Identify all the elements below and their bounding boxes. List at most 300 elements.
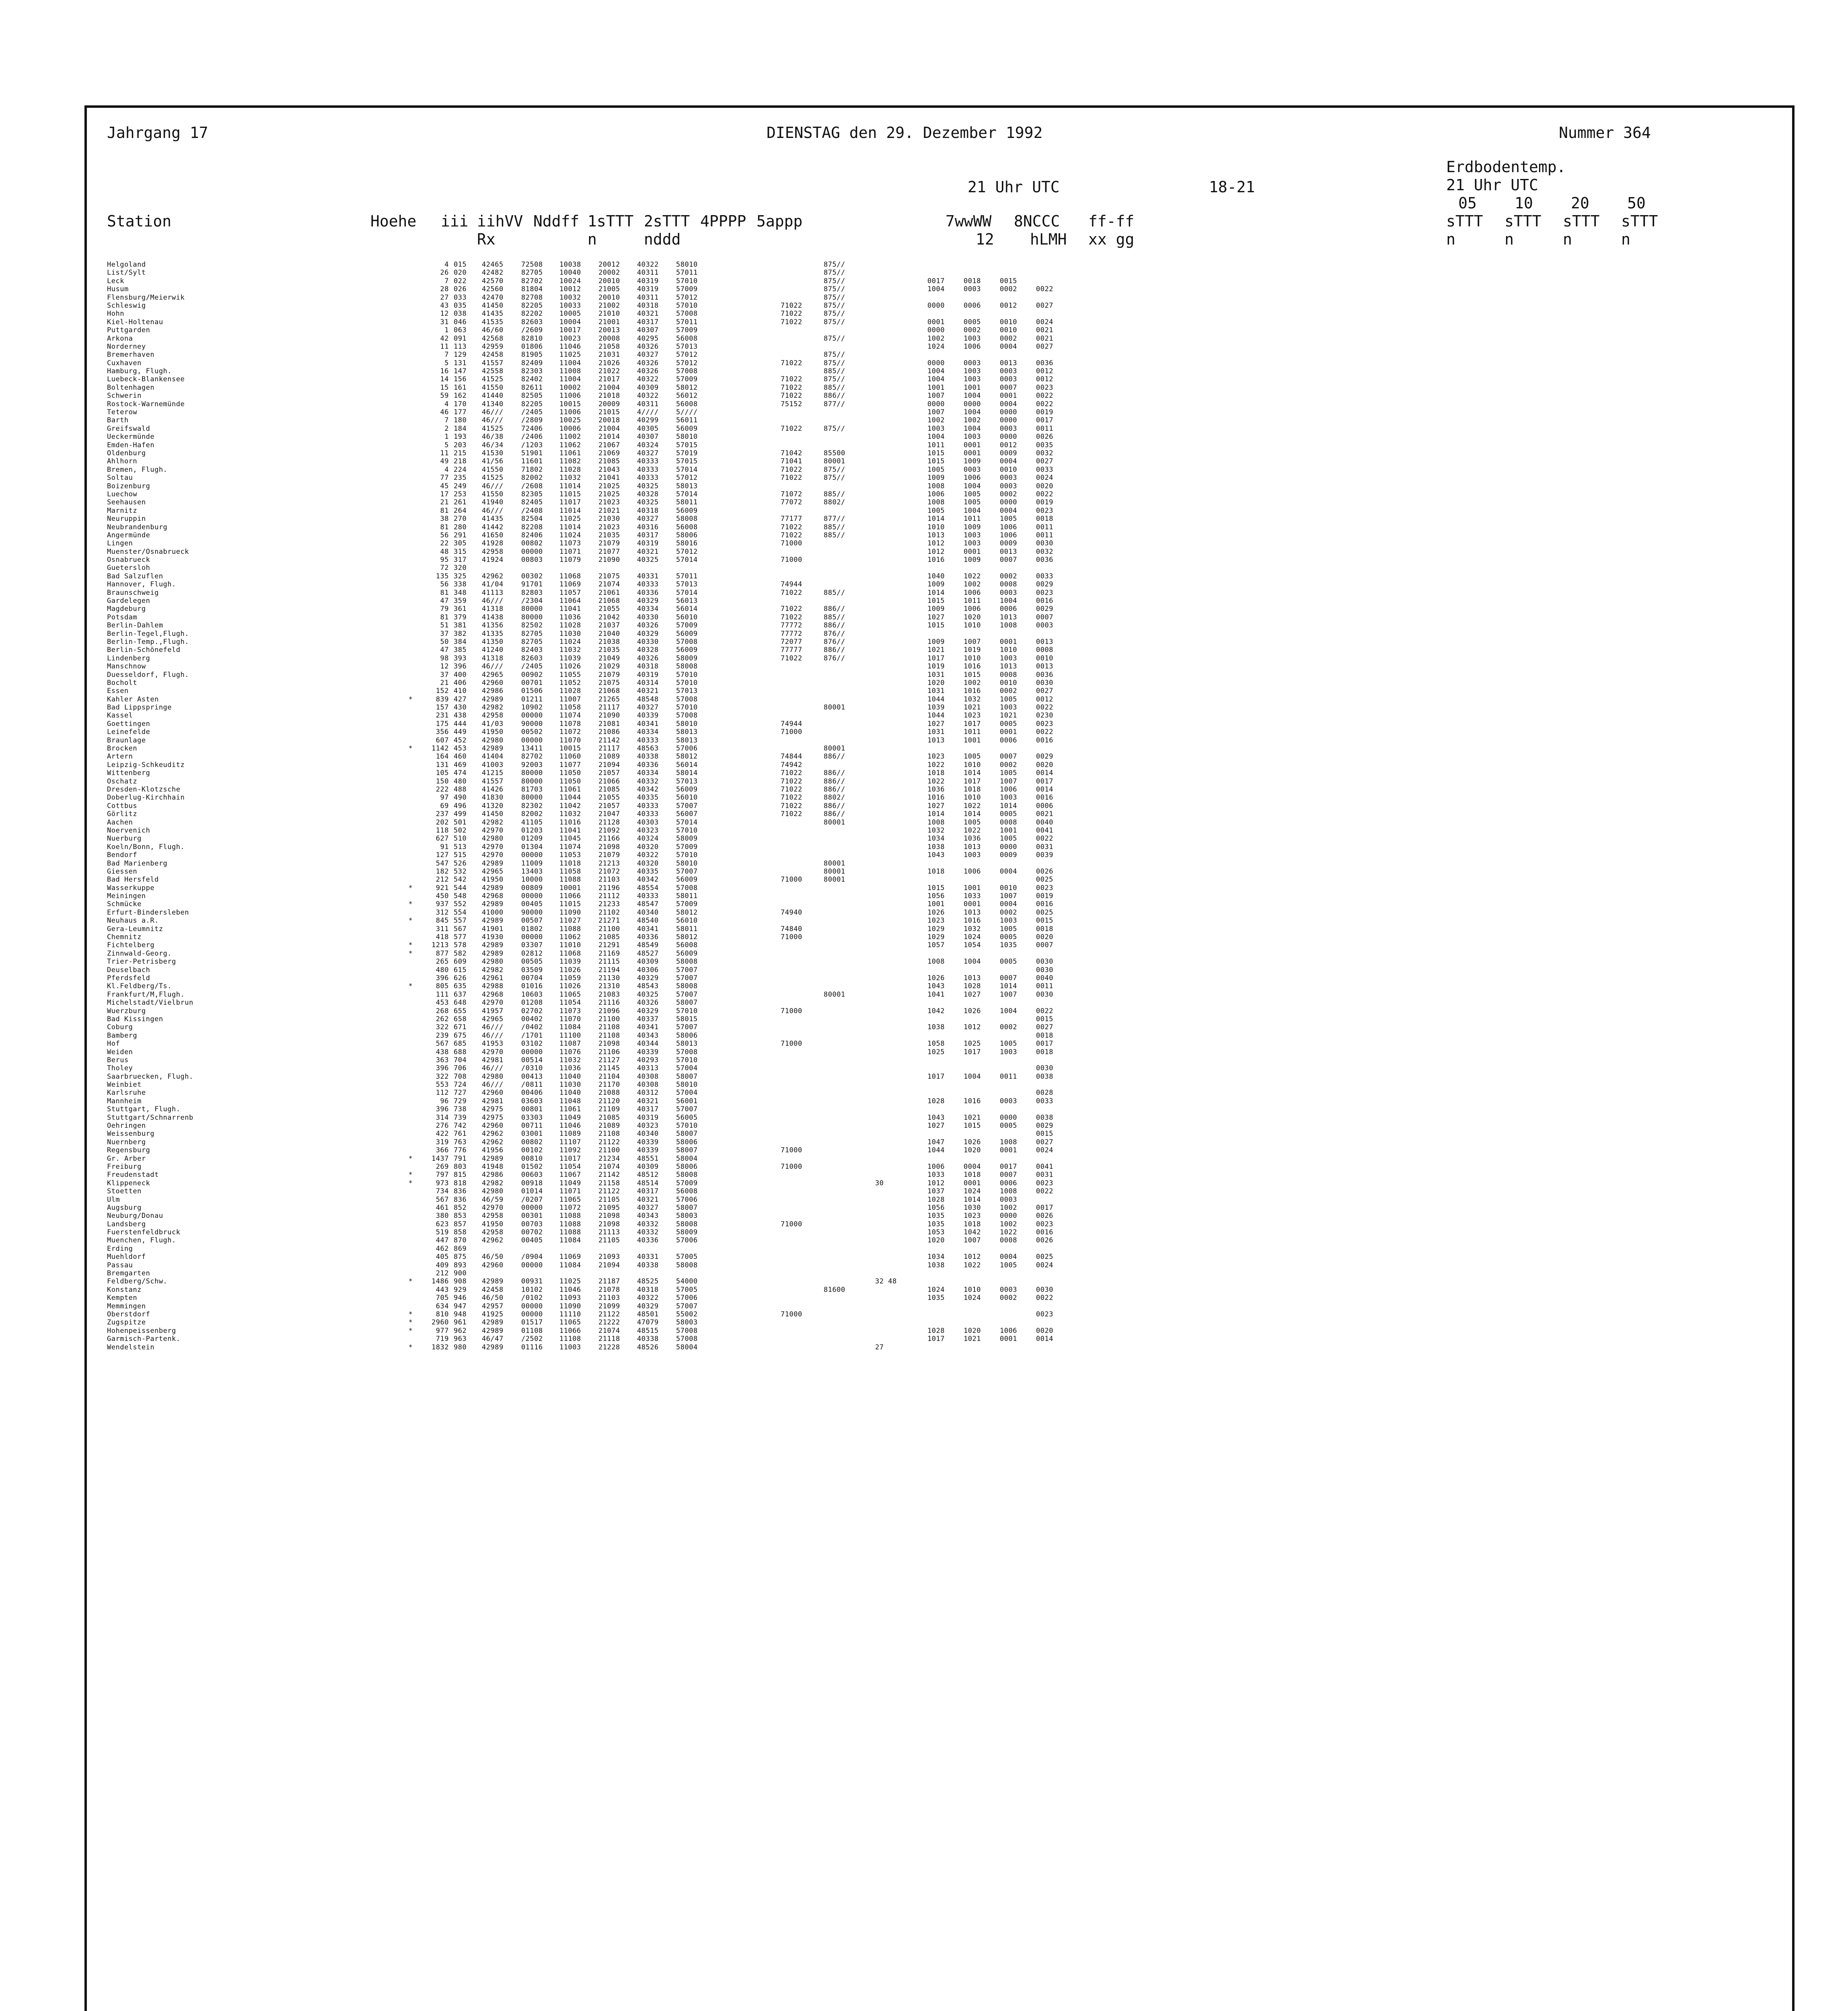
table-row bbox=[107, 638, 1776, 646]
temp-1s: 11028 bbox=[559, 465, 581, 474]
station-name: Passau bbox=[107, 1261, 133, 1269]
soil-20: 0000 bbox=[1000, 416, 1017, 425]
pressure-4: 40319 bbox=[637, 539, 659, 548]
soil-20: 0004 bbox=[1000, 867, 1017, 876]
station-height: 567 bbox=[436, 1195, 449, 1204]
cloud-8: 85500 bbox=[824, 449, 845, 457]
temp-2s: 21085 bbox=[598, 1113, 620, 1122]
station-height: 164 bbox=[436, 753, 449, 761]
nddff-value: 82002 bbox=[521, 474, 543, 482]
tendency-5: 56008 bbox=[676, 941, 698, 950]
soil-50: 0030 bbox=[1036, 1285, 1053, 1294]
tendency-5: 57010 bbox=[676, 1122, 698, 1130]
col-iii: iii bbox=[441, 212, 469, 230]
station-height: 72 bbox=[440, 564, 449, 572]
pressure-4: 40317 bbox=[637, 1105, 659, 1114]
temp-2s: 20002 bbox=[598, 269, 620, 277]
soil-50: 0017 bbox=[1036, 416, 1053, 425]
temp-1s: 11066 bbox=[559, 1326, 581, 1335]
soil-10: 1042 bbox=[964, 1228, 981, 1237]
nddff-value: 81703 bbox=[521, 785, 543, 794]
station-name: Kassel bbox=[107, 711, 133, 720]
station-name: Teterow bbox=[107, 408, 138, 417]
nddff-value: 01802 bbox=[521, 925, 543, 933]
iihvv-value: 42960 bbox=[482, 1261, 504, 1269]
soil-20: 0005 bbox=[1000, 810, 1017, 818]
iihvv-value: 42989 bbox=[482, 1326, 504, 1335]
soil-05: 1026 bbox=[927, 974, 945, 982]
pressure-4: 47079 bbox=[637, 1318, 659, 1327]
temp-1s: 11017 bbox=[559, 1154, 581, 1163]
soil-05: 1012 bbox=[927, 1179, 945, 1187]
temp-1s: 11006 bbox=[559, 392, 581, 400]
soil-20: 1007 bbox=[1000, 990, 1017, 999]
nddff-value: 03303 bbox=[521, 1113, 543, 1122]
temp-2s: 21090 bbox=[598, 711, 620, 720]
station-number: 501 bbox=[454, 818, 467, 827]
station-name: Guetersloh bbox=[107, 564, 150, 572]
soil-50: 0024 bbox=[1036, 1146, 1053, 1155]
soil-10: 1017 bbox=[964, 777, 981, 785]
station-height: 265 bbox=[436, 958, 449, 966]
iihvv-value: 41450 bbox=[482, 301, 504, 310]
temp-2s: 21265 bbox=[598, 695, 620, 703]
table-row bbox=[107, 277, 1776, 285]
station-number: 384 bbox=[454, 637, 467, 646]
nddff-value: 82405 bbox=[521, 498, 543, 507]
table-row bbox=[107, 1310, 1776, 1318]
depth-50: 50 bbox=[1627, 194, 1646, 212]
temp-2s: 21085 bbox=[598, 457, 620, 466]
tendency-5: 57010 bbox=[676, 1056, 698, 1064]
nddff-value: 81804 bbox=[521, 285, 543, 294]
temp-2s: 21142 bbox=[598, 736, 620, 744]
station-number: 162 bbox=[454, 392, 467, 400]
soil-20: 1022 bbox=[1000, 1228, 1017, 1237]
pressure-4: 40313 bbox=[637, 1064, 659, 1073]
table-row bbox=[107, 941, 1776, 949]
table-row bbox=[107, 351, 1776, 359]
temp-2s: 21023 bbox=[598, 523, 620, 531]
table-row bbox=[107, 294, 1776, 302]
table-row bbox=[107, 1261, 1776, 1269]
station-number: 870 bbox=[454, 1236, 467, 1245]
cloud-8: 877// bbox=[824, 400, 845, 408]
station-number: 235 bbox=[454, 474, 467, 482]
cloud-8: 886// bbox=[824, 810, 845, 818]
station-height: 797 bbox=[436, 1171, 449, 1179]
soil-05: 1015 bbox=[927, 457, 945, 466]
pressure-4: 48515 bbox=[637, 1326, 659, 1335]
temp-1s: 11088 bbox=[559, 1220, 581, 1228]
temp-2s: 21196 bbox=[598, 884, 620, 892]
soil-10: 1009 bbox=[964, 556, 981, 564]
issue-date: DIENSTAG den 29. Dezember 1992 bbox=[767, 124, 1043, 142]
iihvv-value: 41318 bbox=[482, 605, 504, 613]
col-hlmh: hLMH bbox=[1030, 230, 1067, 248]
iihvv-value: 42560 bbox=[482, 285, 504, 294]
pressure-4: 40311 bbox=[637, 400, 659, 408]
nddff-value: 82705 bbox=[521, 269, 543, 277]
iihvv-value: 42970 bbox=[482, 851, 504, 860]
soil-10: 1032 bbox=[964, 695, 981, 703]
nddff-value: 11601 bbox=[521, 457, 543, 466]
tendency-5: 57010 bbox=[676, 670, 698, 679]
soil-05: 1002 bbox=[927, 334, 945, 343]
temp-1s: 11006 bbox=[559, 408, 581, 417]
soil-05: 1008 bbox=[927, 958, 945, 966]
weather-7: 71000 bbox=[781, 1162, 802, 1171]
soil-20: 0013 bbox=[1000, 359, 1017, 367]
iihvv-value: 46/// bbox=[482, 1081, 504, 1089]
soil-05: 1003 bbox=[927, 424, 945, 433]
temp-1s: 11088 bbox=[559, 1212, 581, 1220]
soil-50: 0020 bbox=[1036, 482, 1053, 490]
soil-05: 1004 bbox=[927, 433, 945, 441]
table-row bbox=[107, 1146, 1776, 1154]
soil-05: 0000 bbox=[927, 301, 945, 310]
station-number: 453 bbox=[454, 744, 467, 753]
tendency-5: 56001 bbox=[676, 1097, 698, 1105]
temp-2s: 21233 bbox=[598, 900, 620, 909]
table-row bbox=[107, 999, 1776, 1007]
soil-05: 1005 bbox=[927, 465, 945, 474]
soil-05: 1017 bbox=[927, 654, 945, 662]
temp-2s: 21088 bbox=[598, 1089, 620, 1097]
soil-10: 0000 bbox=[964, 400, 981, 408]
station-name: Emden-Hafen bbox=[107, 441, 155, 449]
soil-20: 0003 bbox=[1000, 588, 1017, 597]
tendency-5: 56009 bbox=[676, 785, 698, 794]
soil-50: 0015 bbox=[1036, 1130, 1053, 1138]
soil-05: 1001 bbox=[927, 900, 945, 909]
table-row bbox=[107, 1081, 1776, 1089]
station-number: 685 bbox=[454, 1040, 467, 1048]
temp-1s: 11068 bbox=[559, 949, 581, 958]
pressure-4: 40327 bbox=[637, 351, 659, 359]
station-name: Gera-Leumnitz bbox=[107, 925, 163, 933]
temp-2s: 21089 bbox=[598, 1122, 620, 1130]
station-name: Arkona bbox=[107, 334, 133, 343]
soil-05: 1047 bbox=[927, 1138, 945, 1146]
mountain-marker: * bbox=[408, 917, 413, 925]
station-name: Landsberg bbox=[107, 1220, 146, 1228]
nddff-value: 10902 bbox=[521, 703, 543, 712]
soil-50: 0017 bbox=[1036, 777, 1053, 785]
nddff-value: 82708 bbox=[521, 293, 543, 302]
station-name: Lingen bbox=[107, 539, 133, 548]
pressure-4: 40339 bbox=[637, 1048, 659, 1056]
cloud-8: 877// bbox=[824, 515, 845, 523]
nddff-value: 82803 bbox=[521, 588, 543, 597]
temp-1s: 10005 bbox=[559, 310, 581, 318]
temp-2s: 21005 bbox=[598, 285, 620, 294]
observation-time: 21 Uhr UTC bbox=[968, 178, 1060, 196]
pressure-4: 40323 bbox=[637, 1122, 659, 1130]
soil-50: 0017 bbox=[1036, 1203, 1053, 1212]
weather-7: 71000 bbox=[781, 1040, 802, 1048]
temp-1s: 11107 bbox=[559, 1138, 581, 1146]
nddff-value: 00405 bbox=[521, 1236, 543, 1245]
soil-10: 1003 bbox=[964, 334, 981, 343]
tendency-5: 57004 bbox=[676, 1089, 698, 1097]
station-height: 450 bbox=[436, 892, 449, 901]
table-row bbox=[107, 646, 1776, 654]
tendency-5: 58013 bbox=[676, 736, 698, 744]
soil-20: 0002 bbox=[1000, 761, 1017, 769]
temp-1s: 10025 bbox=[559, 416, 581, 425]
pressure-4: 40319 bbox=[637, 277, 659, 285]
pressure-4: 40318 bbox=[637, 301, 659, 310]
iihvv-value: 41335 bbox=[482, 629, 504, 638]
col-7wwww-12: 12 bbox=[976, 230, 994, 248]
station-height: 21 bbox=[440, 498, 449, 507]
temp-2s: 21055 bbox=[598, 605, 620, 613]
station-height: 634 bbox=[436, 1302, 449, 1310]
temp-2s: 21122 bbox=[598, 1138, 620, 1146]
station-height: 438 bbox=[436, 1048, 449, 1056]
iihvv-value: 46/38 bbox=[482, 433, 504, 441]
nddff-value: /1203 bbox=[521, 441, 543, 449]
soil-20: 0017 bbox=[1000, 1162, 1017, 1171]
soil-05: 1005 bbox=[927, 506, 945, 515]
tendency-5: 57012 bbox=[676, 547, 698, 556]
iihvv-value: 41340 bbox=[482, 400, 504, 408]
pressure-4: 40329 bbox=[637, 597, 659, 605]
soil-05: 1035 bbox=[927, 1294, 945, 1302]
temp-1s: 11052 bbox=[559, 679, 581, 687]
temp-2s: 21090 bbox=[598, 556, 620, 564]
nddff-value: 82205 bbox=[521, 301, 543, 310]
nddff-value: 71802 bbox=[521, 465, 543, 474]
pressure-4: 40320 bbox=[637, 859, 659, 868]
tendency-5: 57012 bbox=[676, 351, 698, 359]
soil-50: 0021 bbox=[1036, 326, 1053, 335]
tendency-5: 58014 bbox=[676, 769, 698, 777]
station-number: 177 bbox=[454, 408, 467, 417]
pressure-4: 40325 bbox=[637, 498, 659, 507]
pressure-4: 40303 bbox=[637, 818, 659, 827]
station-number: 962 bbox=[454, 1326, 467, 1335]
soil-temp-title: Erdbodentemp. bbox=[1446, 158, 1566, 176]
tendency-5: 58012 bbox=[676, 908, 698, 917]
tendency-5: 57014 bbox=[676, 588, 698, 597]
nddff-value: 90000 bbox=[521, 720, 543, 728]
soil-20: 1006 bbox=[1000, 523, 1017, 531]
temp-1s: 11014 bbox=[559, 523, 581, 531]
soil-50: 0022 bbox=[1036, 1007, 1053, 1015]
table-row bbox=[107, 531, 1776, 539]
soil-10: 1004 bbox=[964, 506, 981, 515]
soil-50: 0023 bbox=[1036, 720, 1053, 728]
cloud-8: 875// bbox=[824, 261, 845, 269]
station-number: 961 bbox=[454, 1318, 467, 1327]
soil-20: 0003 bbox=[1000, 1285, 1017, 1294]
table-row bbox=[107, 621, 1776, 629]
nddff-value: 00000 bbox=[521, 1048, 543, 1056]
tendency-5: 57009 bbox=[676, 326, 698, 335]
tendency-5: 57009 bbox=[676, 843, 698, 851]
nddff-value: 01506 bbox=[521, 687, 543, 695]
station-height: 447 bbox=[436, 1236, 449, 1245]
nddff-value: 01014 bbox=[521, 1187, 543, 1196]
station-height: 152 bbox=[436, 687, 449, 695]
tendency-5: 58007 bbox=[676, 1130, 698, 1138]
soil-10: 1004 bbox=[964, 1072, 981, 1081]
soil-10: 0001 bbox=[964, 1179, 981, 1187]
temp-1s: 11071 bbox=[559, 547, 581, 556]
pressure-4: 40338 bbox=[637, 1261, 659, 1269]
station-number: 578 bbox=[454, 941, 467, 950]
cloud-8: 886// bbox=[824, 605, 845, 613]
tendency-5: 58006 bbox=[676, 1031, 698, 1040]
temp-2s: 21041 bbox=[598, 474, 620, 482]
pressure-4: 40311 bbox=[637, 293, 659, 302]
station-height: 319 bbox=[436, 1138, 449, 1146]
nddff-value: 72508 bbox=[521, 261, 543, 269]
table-row bbox=[107, 818, 1776, 827]
soil-05: 1009 bbox=[927, 637, 945, 646]
soil-20: 0004 bbox=[1000, 1253, 1017, 1261]
tendency-5: 57004 bbox=[676, 1064, 698, 1073]
soil-20: 0010 bbox=[1000, 465, 1017, 474]
weather-7: 71022 bbox=[781, 810, 802, 818]
iihvv-value: 42962 bbox=[482, 1236, 504, 1245]
soil-20: 0007 bbox=[1000, 753, 1017, 761]
weather-7: 74940 bbox=[781, 908, 802, 917]
nddff-value: 00809 bbox=[521, 884, 543, 892]
pressure-4: 40326 bbox=[637, 654, 659, 662]
soil-10: 0004 bbox=[964, 1162, 981, 1171]
soil-50: 0031 bbox=[1036, 843, 1053, 851]
iihvv-value: 41650 bbox=[482, 531, 504, 539]
temp-2s: 21010 bbox=[598, 310, 620, 318]
station-number: 224 bbox=[454, 465, 467, 474]
soil-50: 0012 bbox=[1036, 375, 1053, 384]
pressure-4: 40340 bbox=[637, 908, 659, 917]
station-height: 231 bbox=[436, 711, 449, 720]
temp-1s: 11007 bbox=[559, 695, 581, 703]
table-row bbox=[107, 515, 1776, 523]
nddff-value: /1701 bbox=[521, 1031, 543, 1040]
station-name: Koeln/Bonn, Flugh. bbox=[107, 843, 185, 851]
temp-1s: 11024 bbox=[559, 531, 581, 539]
iihvv-value: 41950 bbox=[482, 1220, 504, 1228]
station-height: 268 bbox=[436, 1007, 449, 1015]
soil-50: 0022 bbox=[1036, 392, 1053, 400]
soil-10: 1009 bbox=[964, 523, 981, 531]
iihvv-value: 42980 bbox=[482, 835, 504, 843]
soil-10: 1010 bbox=[964, 1285, 981, 1294]
station-number: 729 bbox=[454, 1097, 467, 1105]
station-name: Wuerzburg bbox=[107, 1007, 146, 1015]
station-number: 452 bbox=[454, 736, 467, 744]
station-number: 582 bbox=[454, 949, 467, 958]
tendency-5: 56005 bbox=[676, 1113, 698, 1122]
tendency-5: 54000 bbox=[676, 1277, 698, 1286]
table-row bbox=[107, 441, 1776, 449]
soil-10: 0002 bbox=[964, 326, 981, 335]
temp-1s: 10040 bbox=[559, 269, 581, 277]
tendency-5: 57009 bbox=[676, 1179, 698, 1187]
iihvv-value: 42986 bbox=[482, 1171, 504, 1179]
nddff-value: /0811 bbox=[521, 1081, 543, 1089]
station-height: 1 bbox=[444, 326, 449, 335]
station-height: 239 bbox=[436, 1031, 449, 1040]
soil-10: 1015 bbox=[964, 1122, 981, 1130]
station-name: Essen bbox=[107, 687, 129, 695]
soil-20: 0000 bbox=[1000, 498, 1017, 507]
iihvv-value: 46/// bbox=[482, 662, 504, 671]
tendency-5: 58013 bbox=[676, 728, 698, 736]
station-number: 948 bbox=[454, 1310, 467, 1318]
station-number: 818 bbox=[454, 1179, 467, 1187]
table-row bbox=[107, 1204, 1776, 1212]
station-name: Neuburg/Donau bbox=[107, 1212, 163, 1220]
pressure-4: 40327 bbox=[637, 703, 659, 712]
station-name: Puttgarden bbox=[107, 326, 150, 335]
iihvv-value: 42958 bbox=[482, 711, 504, 720]
station-number: 706 bbox=[454, 1064, 467, 1073]
temp-1s: 11058 bbox=[559, 867, 581, 876]
soil-05: 1023 bbox=[927, 753, 945, 761]
station-name: Bamberg bbox=[107, 1031, 138, 1040]
nddff-value: 10603 bbox=[521, 990, 543, 999]
nddff-value: 41105 bbox=[521, 818, 543, 827]
weather-7: 71042 bbox=[781, 449, 802, 457]
station-number: 291 bbox=[454, 531, 467, 539]
table-row bbox=[107, 539, 1776, 547]
nddff-value: /2608 bbox=[521, 482, 543, 490]
soil-50: 0027 bbox=[1036, 342, 1053, 351]
temp-1s: 11110 bbox=[559, 1310, 581, 1318]
soil-20: 1003 bbox=[1000, 917, 1017, 925]
station-name: Brocken bbox=[107, 744, 138, 753]
iihvv-value: 42958 bbox=[482, 1212, 504, 1220]
station-name: Bad Hersfeld bbox=[107, 876, 159, 884]
temp-1s: 11064 bbox=[559, 597, 581, 605]
station-name: Berlin-Schönefeld bbox=[107, 646, 181, 654]
station-height: 11 bbox=[440, 449, 449, 457]
station-number: 253 bbox=[454, 490, 467, 498]
table-row bbox=[107, 580, 1776, 588]
soil-50: 0022 bbox=[1036, 835, 1053, 843]
nddff-value: /0102 bbox=[521, 1294, 543, 1302]
soil-20: 1004 bbox=[1000, 597, 1017, 605]
pressure-4: 40318 bbox=[637, 506, 659, 515]
weather-7: 71022 bbox=[781, 794, 802, 802]
station-number: 320 bbox=[454, 564, 467, 572]
col-8nccc: 8NCCC bbox=[1014, 212, 1060, 230]
nddff-value: 82810 bbox=[521, 334, 543, 343]
temp-2s: 21089 bbox=[598, 753, 620, 761]
station-name: Noervenich bbox=[107, 826, 150, 835]
pressure-4: 40333 bbox=[637, 457, 659, 466]
iihvv-value: 42961 bbox=[482, 974, 504, 982]
station-height: 49 bbox=[440, 457, 449, 466]
station-name: Braunschweig bbox=[107, 588, 159, 597]
soil-50: 0014 bbox=[1036, 1335, 1053, 1343]
soil-10: 1014 bbox=[964, 769, 981, 777]
pressure-4: 40306 bbox=[637, 966, 659, 974]
station-height: 127 bbox=[436, 851, 449, 860]
station-name: Chemnitz bbox=[107, 933, 142, 942]
temp-2s: 21112 bbox=[598, 892, 620, 901]
table-row bbox=[107, 1294, 1776, 1302]
station-name: Freudenstadt bbox=[107, 1171, 159, 1179]
soil-05: 1014 bbox=[927, 810, 945, 818]
temp-1s: 11030 bbox=[559, 1081, 581, 1089]
